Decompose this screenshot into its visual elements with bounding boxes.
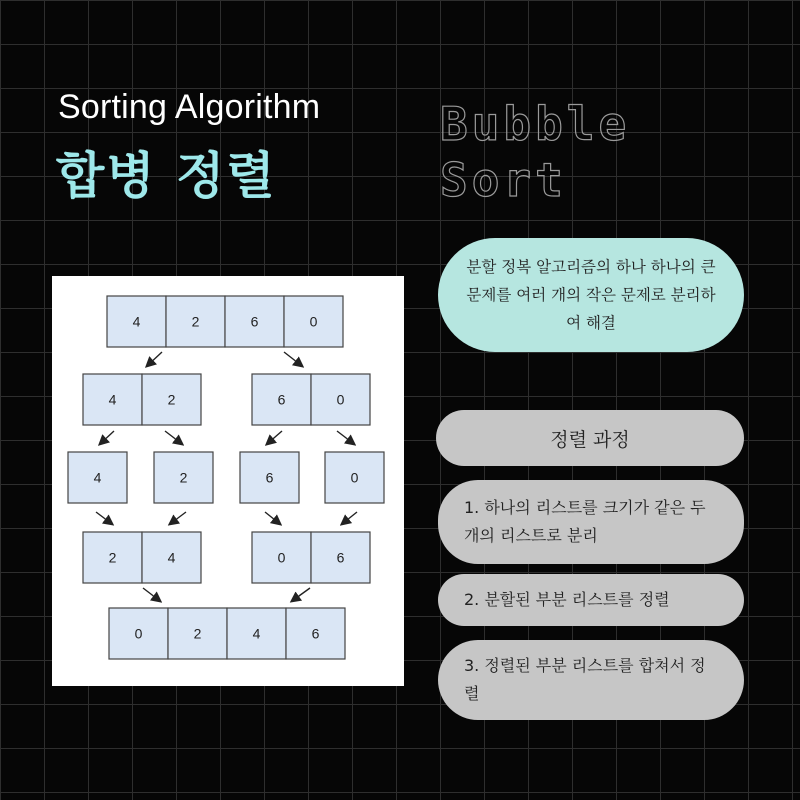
array-cell-value: 0: [350, 469, 359, 486]
process-header: [436, 410, 744, 466]
arrow: [165, 431, 182, 444]
process-step-3: [438, 640, 744, 720]
array-cell-value: 6: [277, 391, 286, 408]
array-cell-value: 2: [108, 549, 117, 566]
outline-title-line-2: Sort: [440, 153, 567, 207]
arrow: [265, 512, 280, 524]
array-cell-value: 2: [193, 625, 202, 642]
array-cell-value: 2: [191, 313, 200, 330]
arrow: [96, 512, 112, 524]
process-step-3-text: 3. 정렬된 부분 리스트를 합쳐서 정렬: [464, 656, 706, 703]
arrow: [100, 431, 114, 444]
array-cell-value: 6: [336, 549, 345, 566]
arrow: [147, 352, 162, 366]
array-cell-value: 6: [265, 469, 274, 486]
array-cell-value: 0: [336, 391, 345, 408]
merge-sort-diagram-svg: [52, 276, 404, 686]
array-cell-value: 4: [252, 625, 261, 642]
arrow: [284, 352, 302, 366]
array-cell-value: 0: [309, 313, 318, 330]
array-cell-value: 4: [93, 469, 102, 486]
array-cell-value: 4: [132, 313, 141, 330]
array-cell-value: 6: [250, 313, 259, 330]
outline-title: [440, 96, 630, 208]
array-cell-value: 4: [108, 391, 117, 408]
title-korean: 합병 정렬: [56, 147, 277, 205]
arrow: [342, 512, 357, 524]
definition-text: 분할 정복 알고리즘의 하나 하나의 큰 문제를 여러 개의 작은 문제로 분리하여 해결: [466, 258, 716, 332]
process-header-label: 정렬 과정: [550, 428, 630, 451]
merge-sort-diagram: [52, 276, 404, 686]
arrow: [292, 588, 310, 601]
arrow: [170, 512, 186, 524]
process-step-1-text: 1. 하나의 리스트를 크기가 같은 두 개의 리스트로 분리: [464, 498, 706, 545]
arrow: [267, 431, 282, 444]
array-cell-value: 0: [134, 625, 143, 642]
array-cell-value: 0: [277, 549, 286, 566]
title-english: Sorting Algorithm: [58, 88, 321, 126]
arrow: [143, 588, 160, 601]
array-cell-value: 6: [311, 625, 320, 642]
outline-title-line-1: Bubble: [440, 97, 631, 151]
process-step-1: [438, 480, 744, 564]
process-step-2: [438, 574, 744, 626]
arrow: [337, 431, 354, 444]
definition-pill: [438, 238, 744, 352]
array-cell-value: 2: [167, 391, 176, 408]
array-cell-value: 2: [179, 469, 188, 486]
process-step-2-text: 2. 분할된 부분 리스트를 정렬: [464, 590, 670, 609]
array-cell-value: 4: [167, 549, 176, 566]
